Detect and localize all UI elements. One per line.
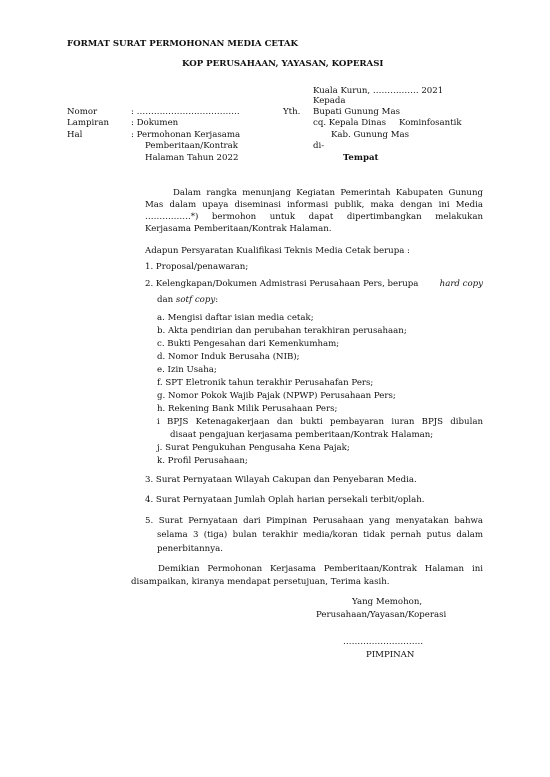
- sub-item-f: f. SPT Eletronik tahun terakhir Perusahafan Pers;: [157, 378, 374, 388]
- list-item-2-line-2: [157, 295, 218, 306]
- recipient-line-3: Kab. Gunung Mas: [331, 130, 410, 140]
- sub-item-b: b. Akta pendirian dan perubahan terakhiran perusahaan;: [157, 326, 407, 336]
- list-item-2-dan: dan: [157, 295, 174, 305]
- nomor-label: Nomor: [67, 107, 98, 117]
- paragraph-1-line-1: Dalam rangka menunjang Kegiatan Pemerintah Kabupaten Gunung: [173, 188, 483, 198]
- sub-item-d: d. Nomor Induk Berusaha (NIB);: [157, 352, 300, 362]
- list-item-3: 3. Surat Pernyataan Wilayah Cakupan dan Penyebaran Media.: [145, 475, 417, 485]
- requirements-intro: Adapun Persyaratan Kualifikasi Teknis Media Cetak berupa :: [145, 246, 410, 256]
- list-item-1: 1. Proposal/penawaran;: [145, 262, 249, 272]
- signature-yang-memohon: Yang Memohon,: [352, 597, 423, 607]
- recipient-line-4: di-: [313, 141, 325, 151]
- sub-item-k: k. Profil Perusahaan;: [157, 456, 248, 466]
- list-item-5-line-3: penerbitannya.: [157, 544, 223, 554]
- list-item-2-line-1: [145, 279, 483, 290]
- recipient-line-5: Tempat: [343, 153, 379, 163]
- signature-dots: ……………………….: [343, 637, 424, 647]
- list-item-2-soft-copy: sotf copy: [175, 295, 216, 305]
- list-item-2-text: 2. Kelengkapan/Dokumen Admistrasi Perusahaan Pers, berupa: [145, 279, 419, 289]
- sub-item-i-line-1: i BPJS Ketenagakerjaan dan bukti pembayaran iuran BPJS dibulan: [157, 417, 483, 427]
- signature-organization: Perusahaan/Yayasan/Koperasi: [316, 610, 447, 620]
- paragraph-1-line-3: …………….*) bermohon untuk dapat dipertimbangkan melakukan: [145, 212, 483, 222]
- lampiran-value: : Dokumen: [131, 118, 179, 128]
- closing-line-2: disampaikan, kiranya mendapat persetujuan, Terima kasih.: [131, 577, 390, 587]
- list-item-2-hard-copy: hard copy: [439, 279, 483, 289]
- hal-value-3: Halaman Tahun 2022: [145, 153, 239, 163]
- recipient-line-1: Bupati Gunung Mas: [313, 107, 400, 117]
- hal-value-2: Pemberitaan/Kontrak: [145, 141, 238, 151]
- paragraph-1-line-2: Mas dalam upaya diseminasi informasi publik, maka dengan ini Media: [145, 200, 483, 210]
- sub-item-a: a. Mengisi daftar isian media cetak;: [157, 313, 314, 323]
- recipient-kepada: Kepada: [313, 96, 346, 106]
- list-item-2-colon: :: [215, 295, 219, 305]
- hal-label: Hal: [67, 130, 83, 140]
- paragraph-1-line-4: Kerjasama Pemberitaan/Kontrak Halaman.: [145, 224, 332, 234]
- lampiran-label: Lampiran: [67, 118, 109, 128]
- list-item-5-line-1: 5. Surat Pernyataan dari Pimpinan Perusahaan yang menyatakan bahwa: [145, 516, 483, 526]
- nomor-value: : ………………………………: [131, 107, 240, 117]
- hal-value-1: : Permohonan Kerjasama: [131, 130, 241, 140]
- list-item-4: 4. Surat Pernyataan Jumlah Oplah harian persekali terbit/oplah.: [145, 495, 425, 505]
- sub-item-e: e. Izin Usaha;: [157, 365, 217, 375]
- signature-role: PIMPINAN: [366, 650, 415, 660]
- sub-item-j: j. Surat Pengukuhan Pengusaha Kena Pajak;: [157, 443, 350, 453]
- recipient-line-2b: Kominfosantik: [399, 118, 462, 128]
- format-title: FORMAT SURAT PERMOHONAN MEDIA CETAK: [67, 39, 299, 49]
- recipient-line-2a: cq. Kepala Dinas: [313, 118, 386, 128]
- place-date: Kuala Kurun, ……………. 2021: [313, 86, 444, 96]
- kop-heading: KOP PERUSAHAAN, YAYASAN, KOPERASI: [182, 59, 384, 69]
- sub-item-i-line-2: disaat pengajuan kerjasama pemberitaan/Kontrak Halaman;: [170, 430, 434, 440]
- yth-label: Yth.: [283, 107, 301, 117]
- closing-line-1: Demikian Permohonan Kerjasama Pemberitaan/Kontrak Halaman ini: [158, 564, 483, 574]
- sub-item-c: c. Bukti Pengesahan dari Kemenkumham;: [157, 339, 340, 349]
- list-item-5-line-2: selama 3 (tiga) bulan terakhir media/koran tidak pernah putus dalam: [157, 530, 483, 540]
- sub-item-g: g. Nomor Pokok Wajib Pajak (NPWP) Perusahaan Pers;: [157, 391, 396, 401]
- sub-item-h: h. Rekening Bank Milik Perusahaan Pers;: [157, 404, 338, 414]
